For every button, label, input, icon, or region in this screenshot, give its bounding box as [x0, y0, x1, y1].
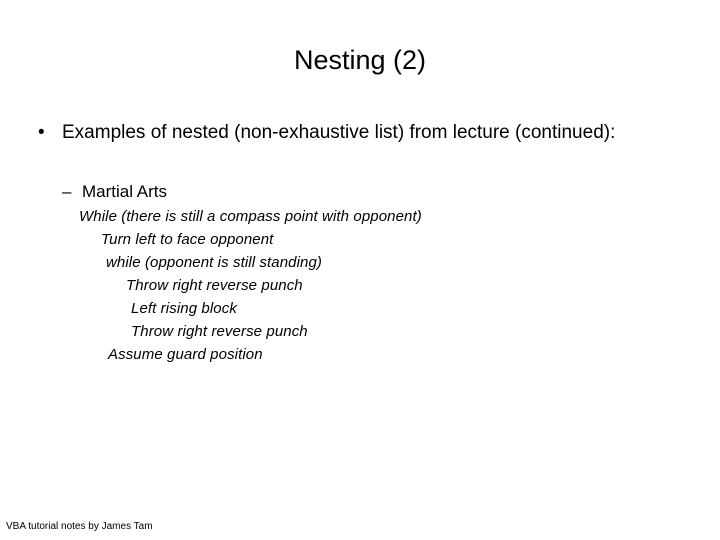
bullet-text: Examples of nested (non-exhaustive list) from lecture (continued): — [62, 122, 616, 143]
code-line-guard-position: Assume guard position — [108, 346, 263, 363]
code-line-throw-punch-2: Throw right reverse punch — [131, 323, 308, 340]
sub-bullet-text: Martial Arts — [82, 182, 168, 201]
code-line-while-outer: While (there is still a compass point with opponent) — [79, 208, 422, 225]
sub-bullet-marker: – — [62, 182, 72, 201]
bullet-marker: • — [38, 122, 45, 143]
bullet-item — [38, 119, 678, 146]
sub-bullet-item — [62, 179, 167, 205]
code-line-turn-left: Turn left to face opponent — [101, 231, 274, 248]
code-line-rising-block: Left rising block — [131, 300, 237, 317]
code-line-throw-punch-1: Throw right reverse punch — [126, 277, 303, 294]
code-line-while-inner: while (opponent is still standing) — [106, 254, 323, 271]
slide-title: Nesting (2) — [293, 45, 427, 75]
footer-credit: VBA tutorial notes by James Tam — [6, 521, 153, 532]
